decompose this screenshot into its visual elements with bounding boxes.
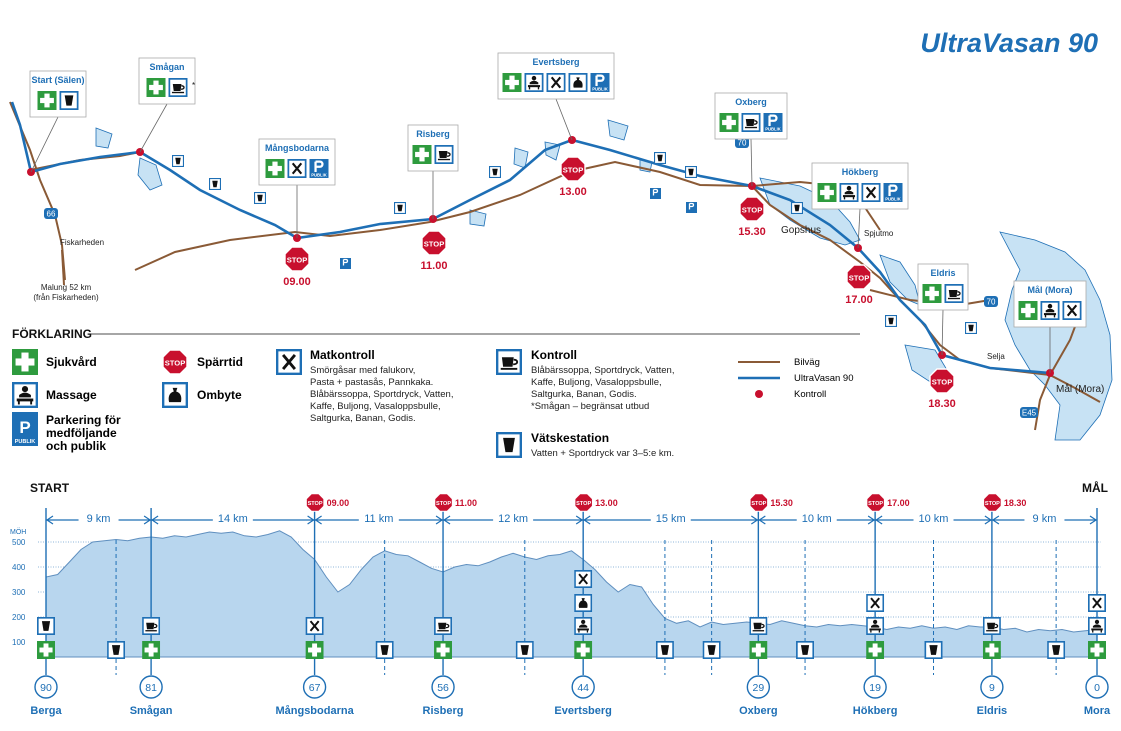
profile-stop-1700: [867, 494, 910, 512]
location-callouts: [30, 53, 1086, 373]
legend-change-icon: [163, 383, 187, 407]
food-control-icon: [867, 595, 883, 611]
svg-text:15.30: 15.30: [738, 226, 766, 238]
y-tick-label: 400: [12, 563, 26, 572]
place-spjutmo: Spjutmo: [864, 229, 894, 238]
station-mångsbodarna: [275, 676, 354, 717]
station-mora: [1084, 676, 1111, 717]
station-name: Mora: [1083, 705, 1111, 717]
water-station-icon: [1048, 642, 1064, 658]
y-tick-label: 200: [12, 613, 26, 622]
station-km: 56: [437, 682, 449, 694]
food-control-icon: [288, 160, 305, 177]
massage-icon: [867, 618, 883, 634]
first-aid-icon: [306, 641, 324, 659]
first-aid-icon: [866, 641, 884, 659]
station-km: 19: [869, 682, 881, 694]
legend-kontroll-text-1: Blåbärssoppa, Sportdryck, Vatten,: [531, 365, 675, 376]
legend-kontroll-note: *Smågan – begränsat utbud: [531, 401, 650, 412]
callout-evertsberg: [498, 53, 614, 140]
stop-1700: [845, 265, 873, 306]
legend-control-icon: [497, 350, 521, 374]
callout-smagan: [139, 58, 195, 152]
first-aid-icon: [983, 641, 1001, 659]
callout-risberg: [408, 125, 458, 219]
massage-icon: [525, 74, 542, 91]
svg-text:13.00: 13.00: [559, 186, 587, 198]
control-icon: [435, 618, 451, 634]
food-control-icon: [547, 74, 564, 91]
parking-sub-label: PUBLIK: [311, 172, 327, 178]
food-control-icon: [306, 618, 322, 634]
first-aid-icon: [413, 145, 432, 164]
profile-finish-label: MÅL: [1082, 481, 1108, 495]
callout-label: Start (Sälen): [31, 75, 85, 85]
callout-label: Risberg: [416, 129, 450, 139]
callout-label: Smågan: [149, 62, 185, 72]
profile-stop-1300: [575, 494, 618, 512]
first-aid-icon: [574, 641, 592, 659]
callout-label: Eldris: [930, 268, 956, 278]
profile-stations: [30, 676, 1111, 717]
first-aid-icon: [37, 641, 55, 659]
station-hökberg: [853, 676, 898, 717]
parking-sub-label: PUBLIK: [765, 126, 781, 132]
segment-distance: 12 km: [498, 513, 529, 525]
segment-distance: 10 km: [801, 513, 832, 525]
station-name: Risberg: [422, 705, 464, 717]
callout-label: Mål (Mora): [1027, 285, 1073, 295]
stop-time: 11.00: [455, 498, 478, 508]
legend-sjukvard: Sjukvård: [46, 355, 97, 369]
stop-0900: [283, 247, 311, 288]
food-control-icon: [1063, 302, 1080, 319]
callout-oxberg: [715, 93, 787, 186]
control-icon: [750, 618, 766, 634]
station-name: Oxberg: [739, 705, 778, 717]
water-station-icon: [376, 642, 392, 658]
place-malung: Malung 52 km: [40, 283, 92, 292]
callout-label: Evertsberg: [532, 57, 580, 67]
station-name: Eldris: [976, 705, 1008, 717]
first-aid-icon: [503, 73, 522, 92]
segment-distance: 10 km: [918, 513, 949, 525]
callout-label: Mångsbodarna: [264, 143, 330, 153]
legend-matkontroll-text-2: Pasta + pastasås, Pannkaka.: [310, 377, 434, 388]
station-name: Mångsbodarna: [275, 705, 354, 717]
station-km: 9: [988, 682, 995, 694]
station-evertsberg: [554, 676, 611, 717]
road-70a: 70: [986, 297, 996, 307]
profile-stop-1100: [435, 494, 477, 512]
control-icon: [945, 285, 962, 302]
water-station-icon: [703, 642, 719, 658]
road-66: 66: [46, 209, 56, 219]
water-station-icon: [925, 642, 941, 658]
clothes-change-icon: [575, 595, 591, 611]
callout-note: *: [192, 81, 196, 90]
legend-kontroll-title: Kontroll: [531, 348, 577, 362]
profile-segments: [46, 511, 1097, 525]
first-aid-icon: [147, 78, 166, 97]
profile-stop-0900: [306, 494, 349, 512]
profile-stop-1530: [750, 494, 793, 512]
svg-text:PUBLIK: PUBLIK: [14, 439, 36, 445]
callout-label: Oxberg: [735, 97, 767, 107]
station-name: Smågan: [129, 705, 173, 717]
stop-1830: [928, 369, 956, 410]
profile-stops: [306, 494, 1026, 512]
profile-start-label: START: [30, 481, 70, 495]
station-name: Evertsberg: [554, 705, 612, 717]
y-tick-label: 300: [12, 588, 26, 597]
segment-distance: 11 km: [364, 513, 394, 525]
station-km: 81: [145, 682, 157, 694]
legend-vatskestation-text: Vatten + Sportdryck var 3–5:e km.: [531, 448, 675, 459]
callout-eldris: [918, 264, 968, 355]
legend-parking-icon: [12, 412, 38, 446]
first-aid-icon: [818, 183, 837, 202]
parking-sub-label: PUBLIK: [592, 86, 608, 92]
callout-start: [30, 71, 86, 172]
brand-logo: UltraVasan 90: [920, 28, 1098, 58]
ultravasan-route: [12, 102, 1050, 373]
legend-massage: Massage: [46, 388, 97, 402]
control-icon: [984, 618, 1000, 634]
water-station-icon: [108, 642, 124, 658]
place-selja: Selja: [987, 352, 1005, 361]
massage-icon: [575, 618, 591, 634]
place-malung-sub: (från Fiskarheden): [33, 293, 99, 302]
massage-icon: [1041, 302, 1058, 319]
water-station-icon: [38, 618, 54, 634]
stop-time: 18.30: [1003, 498, 1027, 508]
station-km: 90: [40, 682, 52, 694]
legend-food-icon: [277, 350, 301, 374]
legend-massage-icon: [13, 383, 37, 407]
station-km: 0: [1094, 682, 1100, 694]
y-tick-label: 500: [12, 538, 26, 547]
legend-kontroll-text-3: Saltgurka, Banan, Godis.: [531, 389, 637, 400]
svg-text:18.30: 18.30: [928, 398, 956, 410]
profile-area: [46, 531, 1097, 657]
segment-distance: 9 km: [86, 513, 111, 525]
legend: [12, 326, 860, 459]
stop-time: 17.00: [887, 498, 910, 508]
legend-stop-icon: [163, 350, 187, 374]
svg-text:11.00: 11.00: [420, 260, 448, 272]
legend-vatskestation-title: Vätskestation: [531, 431, 610, 445]
legend-kontroll-text-2: Kaffe, Buljong, Vasaloppsbulle,: [531, 377, 662, 388]
place-fiskarheden: Fiskarheden: [60, 238, 105, 247]
control-icon: [143, 618, 159, 634]
y-tick-label: 100: [12, 638, 26, 647]
first-aid-icon: [142, 641, 160, 659]
first-aid-icon: [1019, 301, 1038, 320]
station-smågan: [130, 676, 173, 717]
svg-text:P: P: [19, 418, 31, 437]
legend-ombyte: Ombyte: [197, 388, 242, 402]
elevation-profile: [10, 480, 1111, 717]
legend-control-dot: [755, 390, 763, 398]
station-km: 29: [752, 682, 765, 694]
legend-matkontroll-text-4: Kaffe, Buljong, Vasaloppsbulle,: [310, 401, 441, 412]
control-icon: [169, 79, 186, 96]
station-km: 67: [308, 682, 321, 694]
stop-time: 09.00: [326, 498, 350, 508]
first-aid-icon: [749, 641, 767, 659]
food-control-icon: [1089, 595, 1105, 611]
food-control-icon: [862, 184, 879, 201]
massage-icon: [840, 184, 857, 201]
road-e45: E45: [1021, 408, 1037, 418]
stop-1100: [421, 231, 448, 272]
first-aid-icon: [266, 159, 285, 178]
station-berga: [30, 676, 62, 717]
callout-label: Hökberg: [841, 167, 879, 177]
svg-text:17.00: 17.00: [845, 294, 873, 306]
station-km: 44: [577, 682, 590, 694]
first-aid-icon: [720, 113, 739, 132]
first-aid-icon: [923, 284, 942, 303]
control-icon: [742, 114, 759, 131]
massage-icon: [1089, 618, 1105, 634]
legend-parkering-line3: och publik: [46, 439, 106, 453]
stop-time: 13.00: [595, 498, 618, 508]
legend-matkontroll-text-5: Saltgurka, Banan, Godis.: [310, 413, 416, 424]
first-aid-icon: [38, 91, 57, 110]
station-oxberg: [739, 676, 778, 717]
stop-1530: [738, 197, 766, 238]
profile-unit: MÖH: [10, 529, 27, 536]
profile-y-tick-labels: [12, 538, 26, 647]
road-70b: 70: [737, 138, 747, 148]
segment-distance: 14 km: [217, 513, 248, 525]
station-eldris: [977, 676, 1008, 717]
station-risberg: [423, 676, 464, 717]
legend-parkering-line2: medföljande: [46, 426, 117, 440]
legend-title: FÖRKLARING: [12, 327, 92, 341]
svg-text:09.00: 09.00: [283, 276, 311, 288]
segment-distance: 15 km: [655, 513, 686, 525]
legend-matkontroll-text-1: Smörgåsar med falukorv,: [310, 365, 416, 376]
water-station-icon: [60, 92, 77, 109]
water-station-icon: [657, 642, 673, 658]
place-mal-mora: Mål (Mora): [1056, 384, 1105, 395]
control-icon: [435, 146, 452, 163]
legend-sparrtid: Spärrtid: [197, 355, 244, 369]
profile-stop-1830: [984, 494, 1027, 512]
water-station-icon: [517, 642, 533, 658]
water-station-icon: [797, 642, 813, 658]
legend-water-icon: [497, 433, 521, 457]
legend-kontroll-line: Kontroll: [794, 389, 827, 400]
station-name: Hökberg: [852, 705, 898, 717]
stop-1300: [559, 157, 587, 198]
segment-distance: 9 km: [1032, 513, 1057, 525]
legend-matkontroll-text-3: Blåbärssoppa, Sportdryck, Vatten,: [310, 389, 454, 400]
first-aid-icon: [434, 641, 452, 659]
legend-bilvag: Bilväg: [794, 357, 820, 368]
legend-parkering-line1: Parkering för: [46, 413, 121, 427]
food-control-icon: [575, 571, 591, 587]
parking-sub-label: PUBLIK: [885, 196, 901, 202]
clothes-change-icon: [569, 74, 586, 91]
legend-ultravasan: UltraVasan 90: [794, 373, 854, 384]
stop-time: 15.30: [770, 498, 793, 508]
legend-matkontroll-title: Matkontroll: [310, 348, 375, 362]
legend-first-aid-icon: [12, 349, 38, 375]
station-name: Berga: [30, 705, 62, 717]
place-gopshus: Gopshus: [781, 225, 822, 236]
first-aid-icon: [1088, 641, 1106, 659]
